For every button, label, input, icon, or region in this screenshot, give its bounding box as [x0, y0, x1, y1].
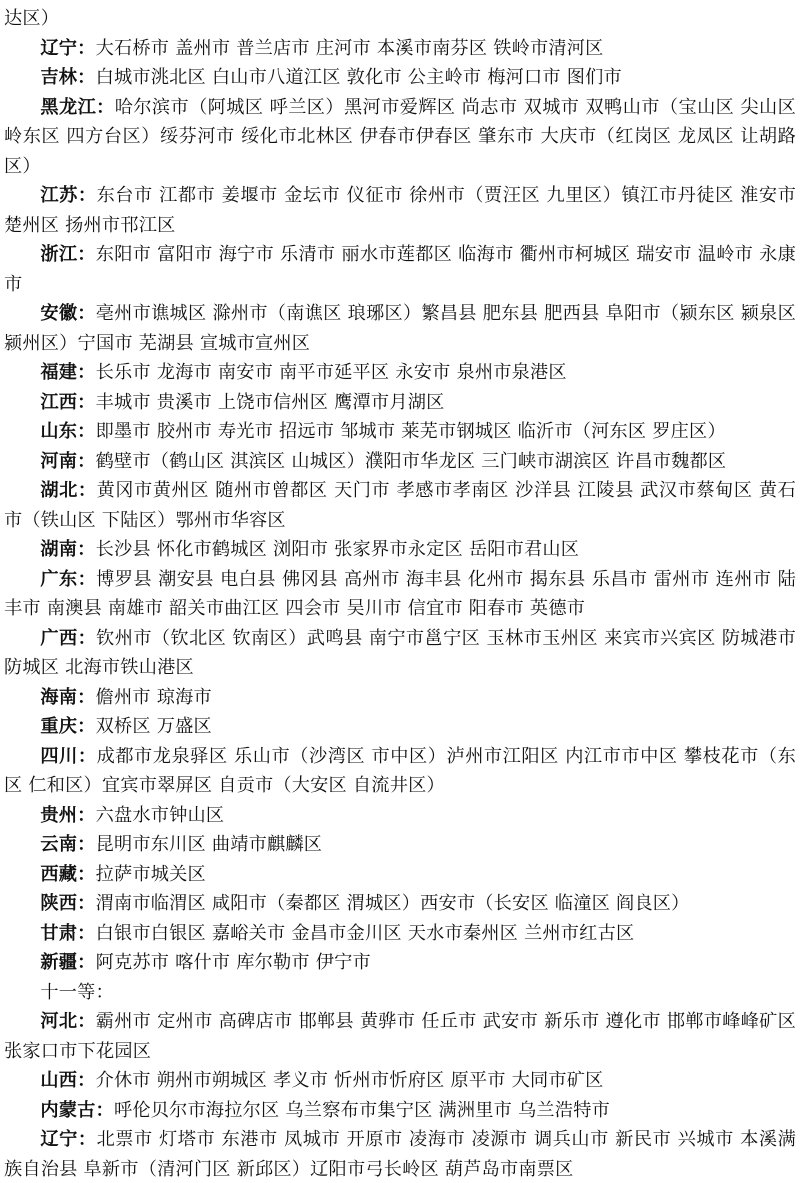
province-label: 江苏： [40, 185, 97, 206]
list-item [4, 1125, 796, 1183]
list-item [4, 948, 796, 978]
city-list-text: 白城市洮北区 白山市八道江区 敦化市 公主岭市 梅河口市 图们市 [95, 67, 622, 88]
list-item [4, 1066, 796, 1096]
province-label: 甘肃： [40, 922, 96, 944]
city-list-text: 亳州市谯城区 滁州市（南谯区 琅琊区）繁昌县 肥东县 肥西县 阜阳市（颍东区 颍泉区 颍州区）宁国市 芜湖县 宣城市宣州区 [4, 303, 796, 354]
province-label: 山西： [40, 1070, 96, 1091]
document-body [4, 4, 796, 1183]
list-item [4, 801, 796, 831]
city-list-text: 达区） [4, 8, 60, 29]
list-item [4, 240, 796, 299]
province-label: 海南： [40, 686, 96, 708]
province-label: 云南： [40, 834, 96, 855]
list-item [4, 712, 796, 742]
list-item [4, 830, 796, 860]
city-list-text: 霸州市 定州市 高碑店市 邯郸县 黄骅市 任丘市 武安市 新乐市 遵化市 邯郸市峰峰矿区 张家口市下花园区 [4, 1011, 796, 1062]
list-item [4, 63, 796, 93]
province-label: 山东： [40, 421, 96, 442]
province-label: 辽宁： [40, 1129, 97, 1150]
list-item [4, 565, 796, 624]
province-label: 湖南： [40, 539, 96, 560]
province-label: 广西： [40, 627, 97, 649]
list-item [4, 299, 796, 358]
province-label: 广东： [40, 568, 97, 590]
city-list-text: 大石桥市 盖州市 普兰店市 庄河市 本溪市南芬区 铁岭市清河区 [95, 37, 604, 59]
city-list-text: 渭南市临渭区 咸阳市（秦都区 渭城区）西安市（长安区 临潼区 阎良区） [95, 893, 690, 914]
city-list-text: 六盘水市钟山区 [95, 804, 225, 826]
city-list-text: 昆明市东川区 曲靖市麒麟区 [95, 834, 323, 855]
city-list-text: 东阳市 富阳市 海宁市 乐清市 丽水市莲都区 临海市 衢州市柯城区 瑞安市 温岭市 永康市 [4, 244, 796, 295]
list-item [4, 535, 796, 565]
city-list-text: 阿克苏市 喀什市 库尔勒市 伊宁市 [95, 952, 371, 973]
city-list-text: 白银市白银区 嘉峪关市 金昌市金川区 天水市秦州区 兰州市红古区 [95, 922, 635, 944]
city-list-text: 长沙县 怀化市鹤城区 浏阳市 张家界市永定区 岳阳市君山区 [95, 539, 580, 560]
city-list-text: 北票市 灯塔市 东港市 凤城市 开原市 凌海市 凌源市 调兵山市 新民市 兴城市 本溪满族自治县 阜新市（清河门区 新邱区）辽阳市弓长岭区 葫芦岛市南票区 [4, 1129, 796, 1180]
province-label: 湖北： [40, 480, 97, 501]
list-item [4, 447, 796, 477]
province-label: 吉林： [40, 67, 96, 88]
list-item [4, 1007, 796, 1066]
city-list-text: 双桥区 万盛区 [95, 716, 212, 737]
list-item [4, 978, 796, 1008]
list-item [4, 358, 796, 388]
province-label: 陕西： [40, 893, 96, 914]
list-item [4, 1096, 796, 1126]
city-list-text: 十一等： [40, 981, 114, 1003]
city-list-text: 即墨市 胶州市 寿光市 招远市 邹城市 莱芜市钢城区 临沂市（河东区 罗庄区） [95, 421, 726, 442]
province-label: 西藏： [40, 863, 96, 885]
province-label: 贵州： [40, 804, 96, 826]
province-label: 江西： [40, 391, 96, 413]
city-list-text: 博罗县 潮安县 电白县 佛冈县 高州市 海丰县 化州市 揭东县 乐昌市 雷州市 连州市 陆丰市 南澳县 南雄市 韶关市曲江区 四会市 吴川市 信宜市 阳春市 英德市 [4, 568, 796, 619]
province-label: 重庆： [40, 716, 96, 737]
city-list-text: 钦州市（钦北区 钦南区）武鸣县 南宁市邕宁区 玉林市玉州区 来宾市兴宾区 防城港市防城区 北海市铁山港区 [4, 627, 796, 678]
list-item [4, 4, 796, 34]
city-list-text: 儋州市 琼海市 [95, 686, 212, 708]
list-item [4, 93, 796, 182]
list-item [4, 476, 796, 535]
list-item [4, 624, 796, 683]
list-item [4, 860, 796, 890]
city-list-text: 拉萨市城关区 [95, 863, 206, 885]
province-label: 内蒙古： [40, 1099, 114, 1121]
list-item [4, 388, 796, 418]
province-label: 福建： [40, 362, 96, 383]
city-list-text: 鹤壁市（鹤山区 淇滨区 山城区）濮阳市华龙区 三门峡市湖滨区 许昌市魏都区 [95, 450, 727, 472]
list-item [4, 181, 796, 240]
list-item [4, 34, 796, 64]
province-label: 河南： [40, 450, 96, 472]
province-label: 四川： [40, 745, 97, 767]
city-list-text: 呼伦贝尔市海拉尔区 乌兰察布市集宁区 满洲里市 乌兰浩特市 [113, 1099, 610, 1121]
city-list-text: 长乐市 龙海市 南安市 南平市延平区 永安市 泉州市泉港区 [95, 362, 567, 383]
list-item [4, 417, 796, 447]
list-item [4, 742, 796, 801]
city-list-text: 哈尔滨市（阿城区 呼兰区）黑河市爱辉区 尚志市 双城市 双鸭山市（宝山区 尖山区 岭东区 四方台区）绥芬河市 绥化市北林区 伊春市伊春区 肇东市 大庆市（红岗区 龙凤区 让胡路区） [4, 96, 796, 177]
city-list-text: 介休市 朔州市朔城区 孝义市 忻州市忻府区 原平市 大同市矿区 [95, 1070, 604, 1091]
province-label: 辽宁： [40, 37, 96, 59]
province-label: 浙江： [40, 244, 96, 265]
city-list-text: 东台市 江都市 姜堰市 金坛市 仪征市 徐州市（贾汪区 九里区）镇江市丹徒区 淮安市楚州区 扬州市邗江区 [4, 185, 796, 236]
city-list-text: 黄冈市黄州区 随州市曾都区 天门市 孝感市孝南区 沙洋县 江陵县 武汉市蔡甸区 黄石市（铁山区 下陆区）鄂州市华容区 [4, 480, 796, 531]
province-label: 河北： [40, 1011, 96, 1032]
province-label: 黑龙江： [40, 96, 115, 118]
city-list-text: 成都市龙泉驿区 乐山市（沙湾区 市中区）泸州市江阳区 内江市市中区 攀枝花市（东区 仁和区）宜宾市翠屏区 自贡市（大安区 自流井区） [4, 745, 796, 796]
list-item [4, 683, 796, 713]
city-list-text: 丰城市 贵溪市 上饶市信州区 鹰潭市月湖区 [95, 391, 445, 413]
list-item [4, 919, 796, 949]
province-label: 新疆： [40, 952, 96, 973]
province-label: 安徽： [40, 303, 96, 324]
list-item [4, 889, 796, 919]
